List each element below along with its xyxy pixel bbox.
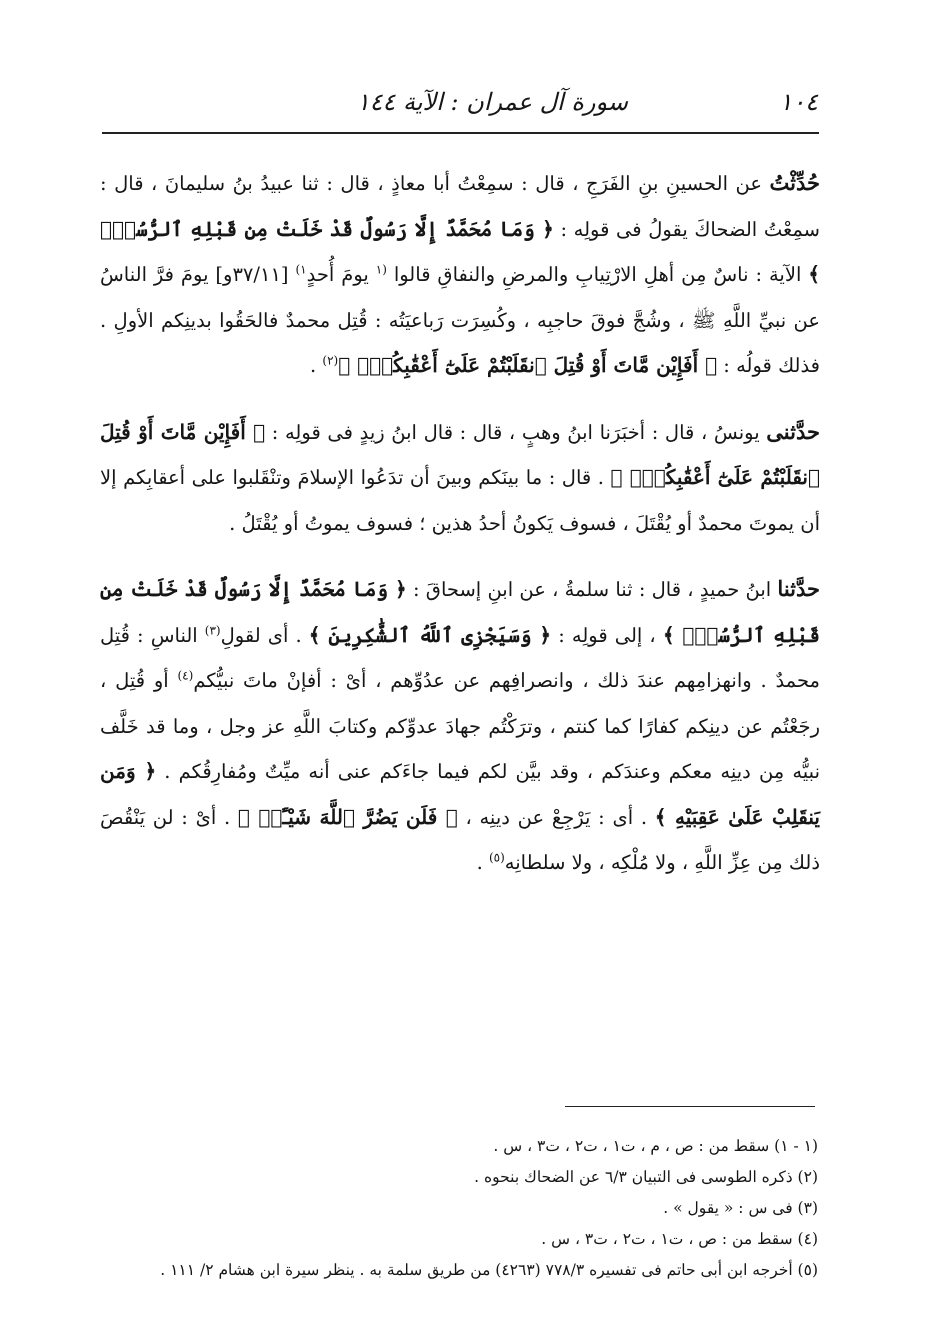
isnad-lead: حدَّثنا <box>777 576 821 601</box>
text-run: يونسُ ، قال : أخبَرَنا ابنُ وهبٍ ، قال : قال ابنُ زيدٍ فى قولِه : <box>265 420 767 444</box>
header-rule <box>102 132 819 134</box>
footnote-1: (١ - ١) سقط من : ص ، م ، ت١ ، ت٢ ، ت٣ ، س . <box>493 1137 818 1155</box>
footnote-5: (٥) أخرجه ابن أبى حاتم فى تفسيره ٧٧٨/٣ (٤٢٦٣) من طريق سلمة به . ينظر سيرة ابن هشام ٢/ ١١١ . <box>160 1261 818 1279</box>
quran-verse: ﴿ وَمَا مُحَمَّدٌ إِلَّا رَسُولٌ قَدْ خَلَتْ مِن قَبْلِهِ ٱلرُّسُلُۚ ﴾ <box>100 216 821 286</box>
footnote-marker: (٢) <box>322 353 339 368</box>
isnad-lead: حدَّثنى <box>766 418 820 444</box>
text-run: عن الحسينِ بنِ الفَرَجِ ، قال : سمِعْتُ أبا معاذٍ ، قال : ثنا عبيدُ بنُ سليمانَ ، قال : سمِعْتُ الضحاكَ يقولُ فى قولِه : <box>100 172 820 241</box>
text-run: . قال : ما بينَكم وبينَ أن تدَعُوا الإسلامَ وتنْقَلبوا على أعقابِكم إلا أن يموتَ محمدٌ أو يُقْتَلَ ، فسوف يَكونُ أحدُ هذين ؛ فسوف يموتُ أو يُقْتَلُ . <box>100 466 820 535</box>
running-header <box>96 78 818 130</box>
text-run: [٣٧/١١و] يومَ فرَّ الناسُ عن نبيِّ اللَّهِ ﷺ ، وشُجَّ فوقَ حاجبِه ، وكُسِرَت رَباعيَتُه : قُتِل محمدٌ فالحَقُوا بدينِكم الأولِ . فذلك قولُه : <box>100 263 820 377</box>
paragraph-3 <box>100 566 820 886</box>
footnote-2: (٢) ذكره الطوسى فى التبيان ٦/٣ عن الضحاك بنحوه . <box>474 1168 818 1186</box>
footnote-marker: (١ <box>375 262 387 277</box>
text-run: ابنُ حميدٍ ، قال : ثنا سلمةُ ، عن ابنِ إسحاقَ : <box>406 578 778 601</box>
quran-verse: ﴿ أَفَإِيْن مَّاتَ أَوْ قُتِلَ ٱنقَلَبْتُمْ عَلَىٰٓ أَعْقَٰبِكُمْۚ ﴾ <box>100 419 821 489</box>
footnote-rule <box>565 1106 815 1107</box>
footnote-marker: (٣) <box>204 623 221 637</box>
quran-verse: ﴿ وَمَن يَنقَلِبْ عَلَىٰ عَقِبَيْهِ ﴾ <box>100 759 820 829</box>
footnote-4: (٤) سقط من : ص ، ت١ ، ت٢ ، ت٣ ، س . <box>541 1230 818 1248</box>
text-run: . أى : يَرْجِعْ عن دينِه ، <box>457 805 655 829</box>
text-run: يومَ أُحدٍ <box>306 263 376 286</box>
footnotes <box>100 1131 818 1286</box>
main-text <box>100 160 820 886</box>
isnad-lead: حُدِّثْتُ <box>769 170 820 195</box>
text-run: ، إلى قولِه : <box>551 623 663 647</box>
quran-verse: ﴿ وَسَيَجْزِى ٱللَّهُ ٱلشَّٰكِرِينَ ﴾ <box>308 622 552 647</box>
quran-verse: ﴿ وَمَا مُحَمَّدٌ إِلَّا رَسُولٌ قَدْ خَلَتْ مِن قَبْلِهِ ٱلرُّسُلُۚ ﴾ <box>100 577 820 647</box>
text-run: . أى لقولِ <box>220 623 309 647</box>
text-run: . أىْ : لن يَنْقُصَ ذلك مِن عِزِّ اللَّهِ ، ولا مُلْكِه ، ولا سلطانِه <box>100 805 820 874</box>
quran-verse: ﴿ فَلَن يَضُرَّ ٱللَّهَ شَيْـًٔاۗ ﴾ <box>237 804 458 829</box>
text-run: أو قُتِل ، رجَعْتُم عن دينِكم كفارًا كما كنتم ، وترَكْتُم جهادَ عدوِّكم وكتابَ اللَّهِ عز وجل ، وما قد خَلَّف نبيُّه مِن دينِه معكم وعندَكم ، وقد بيَّن لكم فيما جاءَكم عنى أنه ميِّتٌ ومُفارِقُكم . <box>100 669 820 783</box>
footnote-3: (٣) فى س : « يقول » . <box>663 1199 818 1217</box>
text-run: الآية : ناسٌ مِن أهلِ الارْتِيابِ والمرضِ والنفاقِ قالوا <box>386 263 809 286</box>
text-run: . <box>309 354 323 377</box>
footnote-marker: (٥) <box>488 850 505 865</box>
surah-title: سورة آل عمران : الآية ١٤٤ <box>356 88 628 116</box>
paragraph-1 <box>100 160 820 389</box>
quran-verse: ﴿ أَفَإِيْن مَّاتَ أَوْ قُتِلَ ٱنقَلَبْتُمْ عَلَىٰٓ أَعْقَٰبِكُمْۚ ﴾ <box>338 353 718 377</box>
footnote-marker: ١) <box>295 262 307 277</box>
paragraph-2 <box>100 409 820 547</box>
footnote-marker: (٤) <box>177 668 194 683</box>
text-run: . <box>476 851 489 874</box>
page-number: ١٠٤ <box>779 88 818 116</box>
text-run: الناسِ : قُتِل محمدٌ . وانهزامِهم عندَ ذلك ، وانصرافِهم عن عدُوِّهم ، أىْ : أفإنْ ماتَ نبيُّكم <box>100 623 820 692</box>
